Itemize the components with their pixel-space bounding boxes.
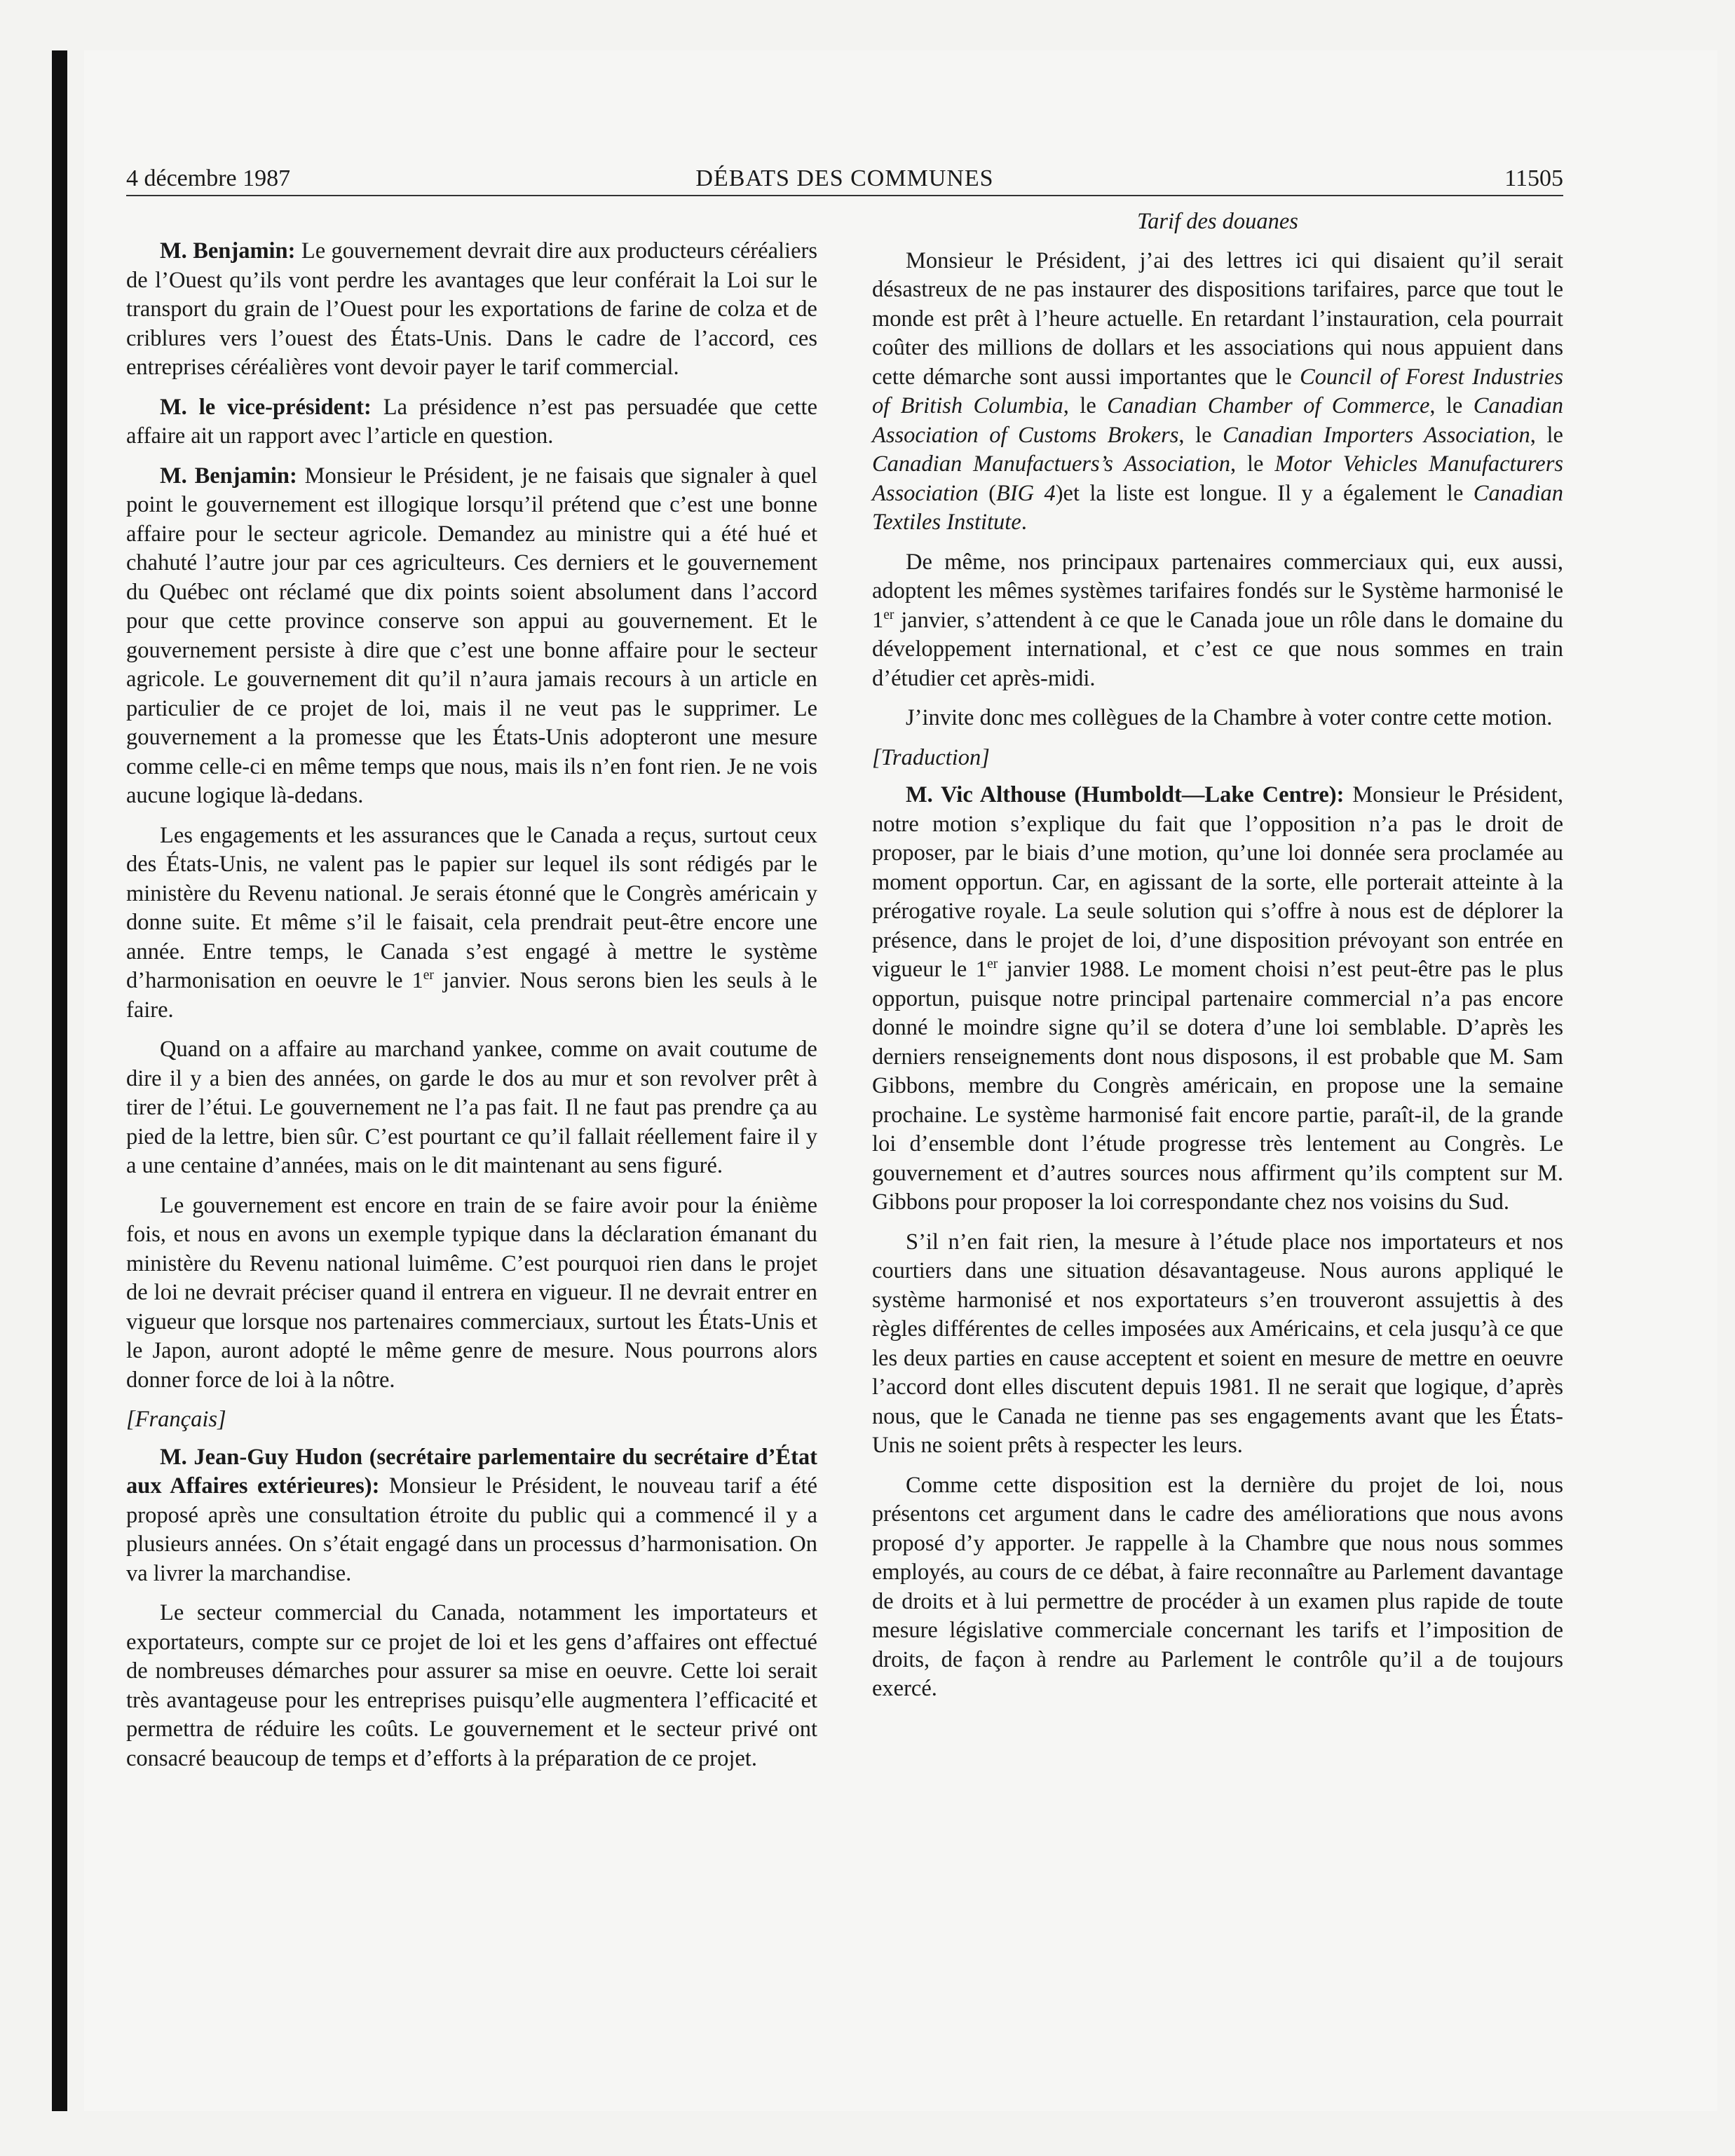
paragraph-text: , le bbox=[1429, 393, 1474, 418]
paragraph bbox=[126, 237, 817, 383]
header-page-number: 11505 bbox=[1504, 165, 1563, 191]
page-header bbox=[126, 163, 1563, 195]
organization-name: Canadian Manufactuers’s Association bbox=[872, 451, 1230, 477]
paragraph bbox=[126, 1443, 817, 1589]
organization-name: Canadian Importers Association bbox=[1223, 422, 1530, 448]
paragraph: J’invite donc mes collègues de la Chambre à voter contre cette motion. bbox=[906, 705, 1553, 730]
superscript: er bbox=[987, 957, 998, 972]
speaker-name: M. Benjamin: bbox=[160, 463, 297, 489]
paragraph-text: De même, nos principaux partenaires commerciaux qui, eux aussi, adoptent les mêmes systèmes tarifaires fondés sur le Système harmonisé le 1 bbox=[872, 549, 1563, 633]
language-tag: [Français] bbox=[126, 1407, 226, 1432]
paragraph bbox=[872, 247, 1563, 538]
paragraph bbox=[126, 393, 817, 451]
paragraph bbox=[126, 462, 817, 811]
paragraph-text: Monsieur le Président, le nouveau tarif a été proposé après une consultation étroite du public qui a commencé il y a plusieurs années. On s’était engagé dans un processus d’harmonisation. On va livrer la marchandise. bbox=[126, 1473, 817, 1586]
paragraph-text: . bbox=[1021, 510, 1027, 535]
organization-name: Canadian Association of Customs Brokers bbox=[872, 393, 1563, 448]
paragraph bbox=[872, 781, 1563, 1217]
organization-name: Motor Vehicles Manufacturers Association bbox=[872, 451, 1563, 506]
paragraph bbox=[872, 548, 1563, 694]
paragraph-text: , le bbox=[1230, 451, 1275, 477]
paragraph: Le secteur commercial du Canada, notamment les importateurs et exportateurs, compte sur ce projet de loi et les gens d’affaires ont effectué de nombreuses démarches pour assurer sa mise en oeuvre. Cette loi serait très avantageuse pour les entreprises puisqu’elle augmentera l’efficacité et permettra de réduire les coûts. Le gouvernement et le secteur privé ont consacré beaucoup de temps et d’efforts à la préparation de ce projet. bbox=[126, 1600, 817, 1771]
paragraph-text: janvier 1988. Le moment choisi n’est peut-être pas le plus opportun, puisque notre principal partenaire commercial n’a pas encore donné le moindre signe qu’il se dotera d’une loi semblable. D’après les derniers renseignements dont nous disposons, il est probable que M. Sam Gibbons, membre du Congrès américain, en propose une la semaine prochaine. Le système harmonisé fait encore partie, paraît-il, de la grande loi d’ensemble dont l’étude progresse très lentement au Congrès. Le gouvernement et d’autres sources nous affirment qu’ils comptent sur M. Gibbons pour proposer la loi correspondante chez nos voisins du Sud. bbox=[872, 957, 1563, 1215]
right-column bbox=[872, 207, 1563, 1714]
organization-name: BIG 4 bbox=[995, 480, 1056, 506]
organization-name: Canadian Chamber of Commerce bbox=[1107, 393, 1430, 418]
paragraph: S’il n’en fait rien, la mesure à l’étude place nos importateurs et nos courtiers dans une situation désavantageuse. Nous aurons appliqué le système harmonisé et nos exportateurs s’en trouveront assujettis à des règles différentes de celles imposées aux Américains, et cela jusqu’à ce que les deux parties en cause acceptent et soient en mesure de mettre en oeuvre l’accord dont elles discutent depuis 1981. Il ne serait que logique, d’après nous, que le Canada ne tienne pas ses engagements avant que les États-Unis ne soient prêts à respecter les leurs. bbox=[872, 1229, 1563, 1458]
organization-name: Council of Forest Industries of British Columbia bbox=[872, 364, 1563, 418]
speaker-name: M. Vic Althouse (Humboldt—Lake Centre): bbox=[906, 782, 1345, 807]
paragraph-text: , le bbox=[1530, 422, 1563, 448]
paragraph: Comme cette disposition est la dernière du projet de loi, nous présentons cet argument dans le cadre des améliorations que nous avons proposé d’y apporter. Je rappelle à la Chambre que nous nous sommes employés, au cours de ce débat, à faire reconnaître au Parlement davantage de droits et à lui permettre de procéder à un examen plus rapide de toute mesure législative commerciale concernant les tarifs et l’imposition de droits, de façon à rendre au Parlement le contrôle qu’il a de toujours exercé. bbox=[872, 1472, 1563, 1701]
speaker-name: M. le vice-président: bbox=[160, 394, 372, 420]
paragraph-text: ( bbox=[978, 480, 996, 506]
scan-edge-bar bbox=[52, 50, 67, 2111]
organization-name: Canadian Textiles Institute bbox=[872, 480, 1563, 535]
paragraph-text: Monsieur le Président, je ne faisais que signaler à quel point le gouvernement est illogique lorsqu’il prétend que c’est une bonne affaire pour le secteur agricole. Demandez au ministre qui a été hué et chahuté l’autre jour par ces agriculteurs. Ces derniers et le gouvernement du Québec ont réclamé que dix points soient absolument dans l’accord pour que cette province conserve son appui au gouvernement. Et le gouvernement persiste à dire que c’est une bonne affaire pour le secteur agricole. Le gouvernement dit qu’il n’aura jamais recours à un article en particulier de ce projet de loi, mais il ne veut pas le supprimer. Le gouvernement a la promesse que les États-Unis adopteront une mesure comme celle-ci en même temps que nous, mais ils n’en font rien. Je ne vois aucune logique là-dedans. bbox=[126, 463, 817, 808]
paragraph-text: )et la liste est longue. Il y a également le bbox=[1055, 480, 1474, 506]
superscript: er bbox=[883, 607, 894, 622]
paragraph-text: La présidence n’est pas persuadée que cette affaire ait un rapport avec l’article en question. bbox=[126, 394, 818, 449]
paragraph-text: , le bbox=[1063, 393, 1108, 418]
speaker-name: M. Benjamin: bbox=[160, 238, 296, 264]
header-date: 4 décembre 1987 bbox=[126, 165, 291, 191]
paragraph-text: Monsieur le Président, notre motion s’explique du fait que l’opposition n’a pas le droit de proposer, par le biais d’une motion, qu’une loi donnée sera proclamée au moment opportun. Car, en agissant de la sorte, elle porterait atteinte à la prérogative royale. La seule solution qui s’offre à nous est de déplorer la présence, dans le projet de loi, d’une disposition prévoyant son entrée en vigueur le 1 bbox=[872, 782, 1563, 982]
speaker-name: M. Jean-Guy Hudon (secrétaire parlementaire du secrétaire d’État aux Affaires extérieures): bbox=[126, 1444, 817, 1499]
header-rule bbox=[126, 195, 1563, 196]
paragraph bbox=[126, 821, 817, 1025]
header-title: DÉBATS DES COMMUNES bbox=[695, 165, 994, 191]
paragraph-text: , le bbox=[1178, 422, 1223, 448]
paragraph-text: janvier, s’attendent à ce que le Canada joue un rôle dans le domaine du développement international, et c’est ce que nous sommes en train d’étudier cet après-midi. bbox=[872, 607, 1563, 691]
paragraph: Le gouvernement est encore en train de se faire avoir pour la énième fois, et nous en avons un exemple typique dans la déclaration émanant du ministère du Revenu national luimême. C’est pourquoi rien dans le projet de loi ne devrait préciser quand il entrera en vigueur. Il ne devrait entrer en vigueur que lorsque nos partenaires commerciaux, surtout les États-Unis et le Japon, auront adopté le même genre de mesure. Nous pourrons alors donner force de loi à la nôtre. bbox=[126, 1192, 817, 1393]
superscript: er bbox=[423, 968, 434, 983]
paragraph-text: Monsieur le Président, j’ai des lettres ici qui disaient qu’il serait désastreux de ne pas instaurer des dispositions tarifaires, parce que tout le monde est prêt à l’heure actuelle. En retardant l’instauration, cela pourrait coûter des millions de dollars et les associations qui nous appuient dans cette démarche sont aussi importantes que le bbox=[872, 247, 1563, 390]
left-column bbox=[126, 237, 817, 1784]
paragraph-text: janvier. Nous serons bien les seuls à le faire. bbox=[126, 968, 817, 1023]
paragraph-text: Les engagements et les assurances que le Canada a reçus, surtout ceux des États-Unis, ne valent pas le papier sur lequel ils sont rédigés par le ministère du Revenu national. Je serais étonné que le Congrès américain y donne suite. Et même s’il le faisait, cela prendrait peut-être encore une année. Entre temps, le Canada s’est engagé à mettre le système d’harmonisation en oeuvre le 1 bbox=[126, 822, 817, 993]
language-tag: [Traduction] bbox=[872, 744, 990, 770]
paragraph: Quand on a affaire au marchand yankee, comme on avait coutume de dire il y a bien des années, on garde le dos au mur et son revolver prêt à tirer de l’étui. Le gouvernement ne l’a pas fait. Il ne faut pas prendre ça au pied de la lettre, bien sûr. C’est pourtant ce qu’il fallait réellement faire il y a une centaine d’années, mais on le dit maintenant au sens figuré. bbox=[126, 1037, 817, 1178]
paragraph-text: Le gouvernement devrait dire aux producteurs céréaliers de l’Ouest qu’ils vont perdre les avantages que leur conférait la Loi sur le transport du grain de l’Ouest pour les exportations de farine de colza et de criblures vers l’ouest des États-Unis. Dans le cadre de l’accord, ces entreprises céréalières vont devoir payer le tarif commercial. bbox=[126, 238, 817, 380]
section-title: Tarif des douanes bbox=[1137, 209, 1298, 234]
